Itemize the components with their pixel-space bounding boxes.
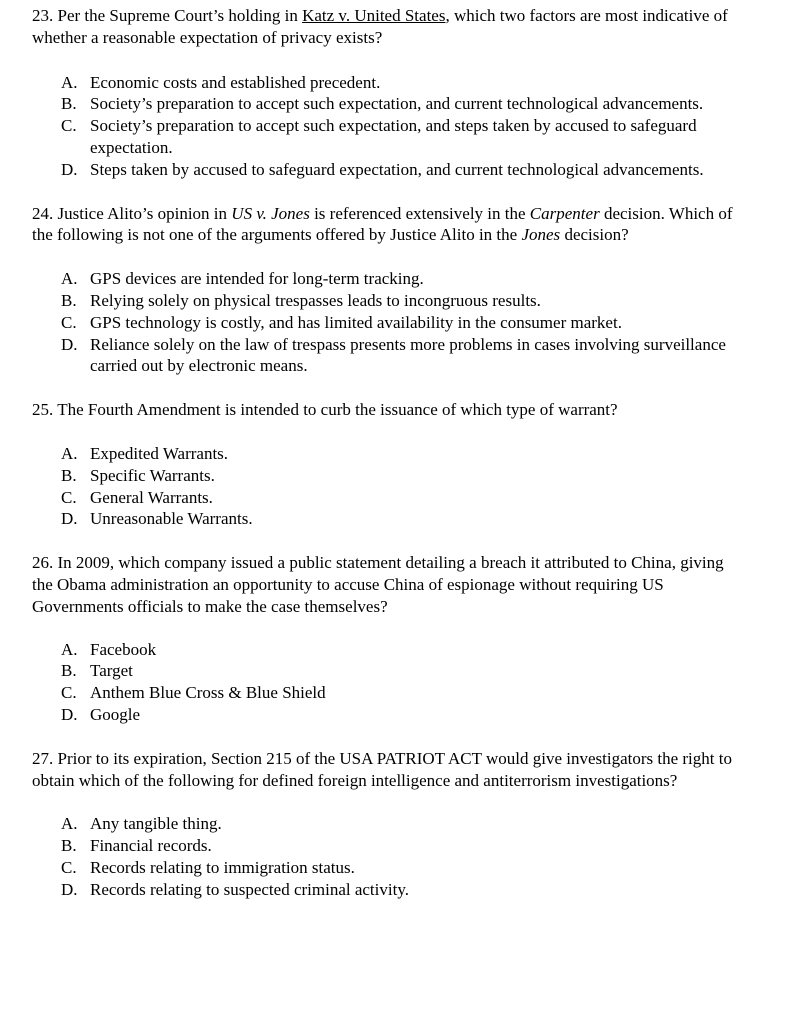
option-text: Expedited Warrants. — [90, 443, 229, 463]
option-d[interactable] — [32, 159, 744, 181]
question-number: 27. — [32, 748, 54, 768]
option-text: Any tangible thing. — [90, 814, 222, 834]
option-letter: C. — [61, 683, 77, 703]
option-letter: B. — [61, 661, 77, 681]
option-letter: D. — [61, 509, 78, 529]
option-d[interactable] — [32, 879, 744, 901]
option-a[interactable] — [32, 813, 744, 835]
question-23-text: 23. Per the Supreme Court’s holding in Katz v. United States, which two factors are most indicative of whether a reasonable expectation of privacy exists? — [32, 6, 728, 47]
question-26 — [32, 552, 744, 726]
option-letter: D. — [61, 704, 78, 724]
option-text: Financial records. — [90, 836, 212, 856]
option-text: Reliance solely on the law of trespass presents more problems in cases involving surveillance carried out by electronic means. — [90, 334, 726, 376]
option-c[interactable] — [32, 487, 744, 509]
option-letter: C. — [61, 487, 77, 507]
option-text: Society’s preparation to accept such expectation, and current technological advancements. — [90, 94, 704, 114]
question-26-options — [32, 639, 744, 726]
option-letter: C. — [61, 116, 77, 136]
option-text: Society’s preparation to accept such expectation, and steps taken by accused to safeguard expectation. — [90, 116, 697, 157]
option-letter: B. — [61, 465, 77, 485]
option-text: Target — [90, 661, 133, 681]
question-25-text: 25. The Fourth Amendment is intended to curb the issuance of which type of warrant? — [32, 400, 618, 420]
option-letter: B. — [61, 290, 77, 310]
question-23-options — [32, 72, 744, 181]
question-24-text: 24. Justice Alito’s opinion in US v. Jones is referenced extensively in the Carpenter decision. Which of the following is not one of the arguments offered by Justice Alito in the Jones decision? — [32, 203, 733, 245]
question-number: 24. — [32, 203, 54, 223]
option-c[interactable] — [32, 857, 744, 879]
option-text: GPS technology is costly, and has limited availability in the consumer market. — [90, 312, 622, 332]
case-name-jones: US v. Jones — [231, 203, 310, 223]
option-letter: C. — [61, 312, 77, 332]
option-text: Relying solely on physical trespasses leads to incongruous results. — [90, 290, 541, 310]
question-27-options — [32, 813, 744, 900]
option-a[interactable] — [32, 639, 744, 661]
case-name-jones-short: Jones — [521, 225, 561, 245]
question-number: 26. — [32, 553, 54, 573]
option-letter: B. — [61, 94, 77, 114]
option-letter: D. — [61, 159, 78, 179]
question-24 — [32, 203, 744, 378]
option-text: Anthem Blue Cross & Blue Shield — [90, 683, 326, 703]
option-text: Specific Warrants. — [90, 465, 215, 485]
option-letter: A. — [61, 639, 78, 659]
option-text: Facebook — [90, 639, 157, 659]
option-a[interactable] — [32, 72, 744, 94]
case-name-carpenter: Carpenter — [529, 203, 600, 223]
question-25 — [32, 399, 744, 530]
option-letter: A. — [61, 443, 78, 463]
option-text: Records relating to immigration status. — [90, 857, 355, 877]
option-d[interactable] — [32, 508, 744, 530]
option-text: Steps taken by accused to safeguard expectation, and current technological advancements. — [90, 159, 704, 179]
question-25-options — [32, 443, 744, 530]
option-c[interactable] — [32, 682, 744, 704]
option-d[interactable] — [32, 704, 744, 726]
question-23 — [32, 5, 744, 181]
option-b[interactable] — [32, 835, 744, 857]
case-name-katz: Katz v. United States — [302, 6, 446, 25]
question-number: 25. — [32, 400, 54, 420]
option-text: GPS devices are intended for long-term tracking. — [90, 269, 424, 289]
question-page — [32, 5, 744, 901]
option-letter: B. — [61, 836, 77, 856]
option-text: Unreasonable Warrants. — [90, 509, 253, 529]
option-a[interactable] — [32, 443, 744, 465]
option-letter: D. — [61, 879, 78, 899]
option-text: Records relating to suspected criminal activity. — [90, 879, 409, 899]
option-text: General Warrants. — [90, 487, 213, 507]
option-b[interactable] — [32, 93, 744, 115]
option-text: Economic costs and established precedent. — [90, 72, 381, 92]
option-b[interactable] — [32, 465, 744, 487]
option-letter: A. — [61, 269, 78, 289]
question-27 — [32, 748, 744, 901]
option-letter: A. — [61, 814, 78, 834]
question-27-text: 27. Prior to its expiration, Section 215 of the USA PATRIOT ACT would give investigators the right to obtain which of the following for defined foreign intelligence and antiterrorism investigations? — [32, 748, 732, 790]
option-b[interactable] — [32, 290, 744, 312]
question-number: 23. — [32, 6, 54, 25]
option-b[interactable] — [32, 660, 744, 682]
option-d[interactable] — [32, 334, 744, 378]
option-letter: C. — [61, 857, 77, 877]
question-26-text: 26. In 2009, which company issued a public statement detailing a breach it attributed to China, giving the Obama administration an opportunity to accuse China of espionage without requiring US Governments officials to make the case themselves? — [32, 553, 724, 616]
option-a[interactable] — [32, 268, 744, 290]
question-24-options — [32, 268, 744, 377]
option-letter: A. — [61, 72, 78, 92]
option-c[interactable] — [32, 312, 744, 334]
option-letter: D. — [61, 334, 78, 354]
option-text: Google — [90, 704, 141, 724]
option-c[interactable] — [32, 115, 744, 159]
